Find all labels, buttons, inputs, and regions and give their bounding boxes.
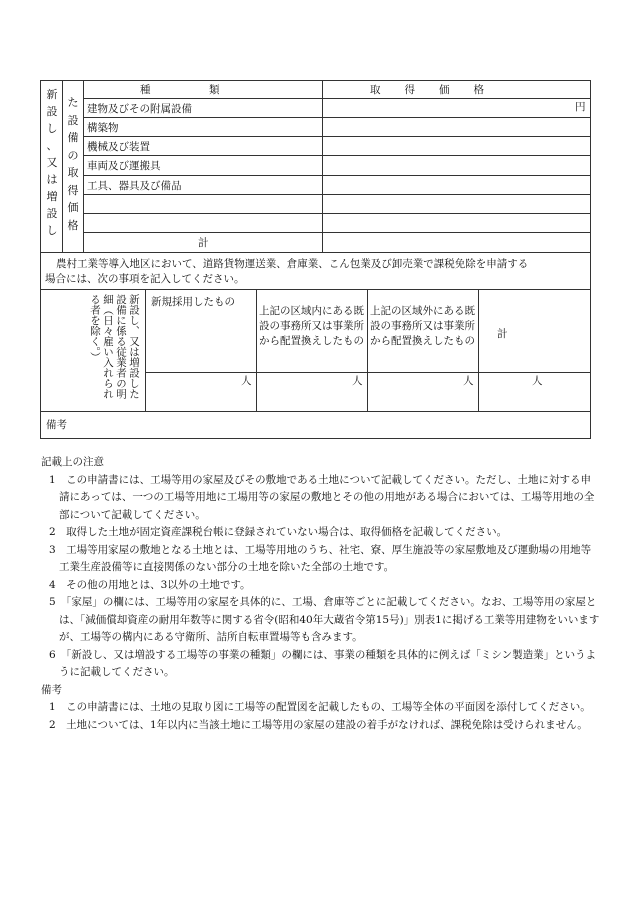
unit-person: 人 <box>532 375 543 387</box>
emp-col-outside: 上記の区域外にある既設の事務所又は事業所から配置換えしたもの <box>370 305 475 347</box>
row-line <box>83 194 591 195</box>
emp-col-total: 計 <box>497 328 508 340</box>
row-line <box>83 98 591 99</box>
yen-unit: 円 <box>575 101 586 113</box>
instruction-line-2: 場合には、次の事項を記入してください。 <box>45 273 245 285</box>
frame-right <box>590 80 591 439</box>
unit-person: 人 <box>241 375 252 387</box>
remarks-label: 備考 <box>46 419 67 431</box>
frame-left <box>40 80 41 439</box>
row-line <box>40 411 591 412</box>
divider <box>145 289 146 412</box>
divider <box>62 80 63 253</box>
row-line <box>145 372 591 373</box>
note-item: 2 取得した土地が固定資産課税台帳に登録されていない場合は、取得価格を記載してください。 <box>49 526 508 538</box>
note-item: 5 「家屋」の欄には、工場等用の家屋を具体的に、工場、倉庫等ごとに記載してください。なお、工場等用の家屋とは、「減価償却資産の耐用年数等に関する省令(昭和40年大蔵省令第15号)」別表1に掲げる工業等用建物をいいますが、工場等の構内にある守衛所、詰所自転車置場等も含みます。 <box>49 596 600 643</box>
emp-col-inside: 上記の区域内にある既設の事務所又は事業所から配置換えしたもの <box>259 305 364 347</box>
row-label: 車両及び運搬具 <box>87 160 161 172</box>
divider <box>322 80 323 253</box>
row-label: 構築物 <box>87 122 119 134</box>
side-label-b: た 設 備 の 取 得 価 格 <box>67 96 79 232</box>
row-line <box>40 252 591 253</box>
row-line <box>83 136 591 137</box>
divider <box>478 289 479 412</box>
total-label: 計 <box>198 237 209 249</box>
row-label: 工具、器具及び備品 <box>87 180 182 192</box>
row-line <box>83 213 591 214</box>
note-item: 6 「新設し、又は増設する工場等の事業の種類」の欄には、事業の種類を具体的に例えば「ミシン製造業」というように記載してください。 <box>49 648 597 678</box>
row-label: 機械及び装置 <box>87 141 150 153</box>
note-item: 4 その他の用地とは、3以外の土地です。 <box>49 578 251 591</box>
employee-side-label: 新設し、又は増設した設備に係る従業者の明細（日々雇い入れられる者を除く。） <box>89 294 140 399</box>
divider <box>256 289 257 412</box>
note-item: 3 工場等用家屋の敷地となる土地とは、工場等用地のうち、社宅、寮、厚生施設等の家屋敷地及び運動場の用地等工業生産設備等に直接関係のない部分の土地を除いた全部の土地です。 <box>49 543 592 573</box>
frame-top <box>40 80 591 81</box>
row-line <box>83 232 591 233</box>
divider <box>367 289 368 412</box>
notes-section <box>41 454 601 734</box>
notes-title: 記載上の注意 <box>41 456 104 468</box>
note-item: 1 この申請書には、工場等用の家屋及びその敷地である土地について記載してください。ただし、土地に対する申請にあっては、一つの工場等用地に工場用等の家屋の敷地とその他の用地がある場合においては、工場等用地の全部について記載してください。 <box>49 473 595 521</box>
row-line <box>83 117 591 118</box>
col-price-header: 取 得 価 格 <box>370 84 485 96</box>
side-label-a: 新 設 し 、 又 は 増 設 し <box>46 88 58 237</box>
unit-person: 人 <box>463 375 474 387</box>
biko-item: 2 土地については、1年以内に当該土地に工場等用の家屋の建設の着手がなければ、課税免除は受けられません。 <box>49 718 588 731</box>
col-kind-header: 種 類 <box>140 84 221 96</box>
biko-item: 1 この申請書には、土地の見取り図に工場等の配置図を記載したもの、工場等全体の平面図を添付してください。 <box>49 701 591 713</box>
row-line <box>83 155 591 156</box>
row-label: 建物及びその附属設備 <box>87 103 192 115</box>
emp-col-new: 新規採用したもの <box>151 296 235 308</box>
unit-person: 人 <box>352 375 363 387</box>
row-line <box>40 289 591 290</box>
frame-bottom <box>40 438 591 439</box>
divider <box>83 80 84 253</box>
row-line <box>83 175 591 176</box>
biko-title: 備考 <box>41 683 62 696</box>
instruction-line-1: 農村工業等導入地区において、道路貨物運送業、倉庫業、こん包業及び卸売業で課税免除を申請する <box>56 258 529 270</box>
